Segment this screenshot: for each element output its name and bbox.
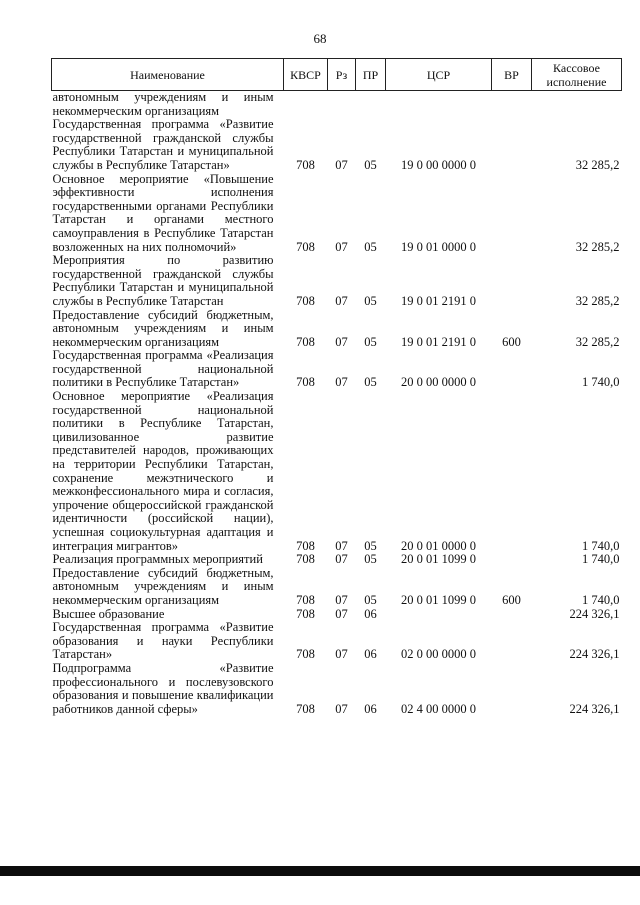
cell-kvsr: 708: [296, 647, 315, 662]
cell-amount: 1 740,0: [582, 375, 620, 390]
cell-name: Предоставление субсидий бюджетным, автономным учреждениям и иным некоммерческим организациям: [52, 565, 274, 607]
cell-amount: 224 326,1: [569, 647, 620, 662]
cell-pr: 06: [364, 606, 377, 621]
header-amount-line1: Кассовое: [553, 60, 600, 75]
table-row: [52, 91, 622, 119]
cell-vr: [492, 349, 532, 390]
table-row: [52, 254, 622, 308]
cell-csr: 19 0 01 2191 0: [401, 293, 476, 308]
cell-pr: 05: [364, 552, 377, 567]
cell-rz: 07: [335, 701, 348, 716]
table-row: [52, 349, 622, 390]
cell-csr: [386, 91, 492, 119]
cell-vr: [492, 173, 532, 255]
cell-pr: 05: [364, 592, 377, 607]
header-vr: ВР: [492, 59, 532, 91]
cell-amount: 32 285,2: [575, 334, 620, 349]
cell-kvsr: 708: [296, 239, 315, 254]
cell-rz: 07: [335, 538, 348, 553]
cell-rz: 07: [335, 375, 348, 390]
cell-csr: 02 4 00 0000 0: [401, 701, 476, 716]
header-csr: ЦСР: [386, 59, 492, 91]
cell-kvsr: [284, 91, 328, 119]
cell-rz: 07: [335, 606, 348, 621]
cell-name: Основное мероприятие «Повышение эффективности исполнения государственными органами Республики Татарстан и органами местного самоуправления в Республике Татарстан возложенных на них полномочий»: [52, 171, 274, 254]
cell-csr: 20 0 01 1099 0: [401, 552, 476, 567]
cell-amount: [532, 91, 622, 119]
budget-table: [51, 58, 622, 716]
header-kvsr: КВСР: [284, 59, 328, 91]
table-row: [52, 608, 622, 622]
cell-vr: [492, 608, 532, 622]
cell-kvsr: 708: [296, 538, 315, 553]
table-row: [52, 173, 622, 255]
cell-amount: 1 740,0: [582, 592, 620, 607]
table-row: [52, 662, 622, 716]
cell-vr: [492, 621, 532, 662]
cell-vr: [492, 91, 532, 119]
cell-csr: 19 0 01 2191 0: [401, 334, 476, 349]
cell-name: автономным учреждениям и иным некоммерческим организациям: [52, 90, 274, 118]
cell-pr: [356, 91, 386, 119]
header-pr: ПР: [356, 59, 386, 91]
cell-kvsr: 708: [296, 592, 315, 607]
cell-rz: 07: [335, 592, 348, 607]
cell-kvsr: 708: [296, 334, 315, 349]
cell-name: Мероприятия по развитию государственной гражданской службы Республики Татарстан и муниципальной службы в Республике Татарстан: [52, 253, 274, 308]
header-rz: Рз: [328, 59, 356, 91]
cell-csr: 20 0 01 1099 0: [401, 592, 476, 607]
cell-csr: [386, 608, 492, 622]
cell-csr: 02 0 00 0000 0: [401, 647, 476, 662]
cell-kvsr: 708: [296, 375, 315, 390]
cell-amount: 32 285,2: [575, 293, 620, 308]
cell-pr: 05: [364, 538, 377, 553]
cell-rz: 07: [335, 157, 348, 172]
table-row: [52, 309, 622, 350]
cell-name: Основное мероприятие «Реализация государственной национальной политики в Республике Татарстан, цивилизованное развитие представителей народов, проживающих на территории Республики Татарстан, сохранение межэтнического и межконфессионального мира и согласия, упрочение общероссийской гражданской идентичности (российской нации), успешная социокультурная адаптация и интеграция мигрантов»: [52, 389, 274, 553]
cell-rz: 07: [335, 647, 348, 662]
cell-pr: 05: [364, 334, 377, 349]
cell-amount: 32 285,2: [575, 157, 620, 172]
table-row: [52, 118, 622, 172]
cell-rz: 07: [335, 239, 348, 254]
header-name: Наименование: [52, 59, 284, 91]
cell-rz: [328, 91, 356, 119]
cell-amount: 224 326,1: [569, 701, 620, 716]
table-header-row: [52, 59, 622, 91]
cell-amount: 1 740,0: [582, 538, 620, 553]
cell-pr: 05: [364, 375, 377, 390]
cell-pr: 06: [364, 701, 377, 716]
cell-vr: [492, 118, 532, 172]
cell-kvsr: 708: [296, 157, 315, 172]
header-amount-line2: исполнение: [546, 74, 607, 89]
cell-kvsr: 708: [296, 606, 315, 621]
table-row: [52, 553, 622, 567]
cell-name: Государственная программа «Развитие государственной гражданской службы Республики Татарстан и муниципальной службы в Республике Татарстан»: [52, 117, 274, 172]
cell-name: Подпрограмма «Развитие профессионального и послевузовского образования и повышение квалификации работников данной сферы»: [52, 660, 274, 716]
cell-kvsr: 708: [296, 293, 315, 308]
table-row: [52, 621, 622, 662]
cell-csr: 20 0 01 0000 0: [401, 538, 476, 553]
cell-vr: 600: [502, 334, 521, 349]
cell-vr: [492, 390, 532, 553]
cell-name: Государственная программа «Развитие образования и науки Республики Татарстан»: [52, 620, 274, 662]
cell-csr: 20 0 00 0000 0: [401, 375, 476, 390]
cell-vr: 600: [502, 592, 521, 607]
cell-pr: 05: [364, 157, 377, 172]
cell-vr: [492, 254, 532, 308]
cell-vr: [492, 662, 532, 716]
cell-rz: 07: [335, 293, 348, 308]
cell-name: Реализация программных мероприятий: [52, 552, 263, 567]
cell-csr: 19 0 01 0000 0: [401, 239, 476, 254]
page-number: 68: [313, 31, 327, 46]
cell-csr: 19 0 00 0000 0: [401, 157, 476, 172]
cell-kvsr: 708: [296, 552, 315, 567]
table-row: [52, 390, 622, 553]
table-body: [52, 91, 622, 717]
cell-amount: 224 326,1: [569, 606, 620, 621]
table-row: [52, 567, 622, 608]
cell-rz: 07: [335, 334, 348, 349]
cell-name: Высшее образование: [52, 606, 165, 621]
cell-amount: 1 740,0: [582, 552, 620, 567]
cell-amount: 32 285,2: [575, 239, 620, 254]
cell-name: Предоставление субсидий бюджетным, автономным учреждениям и иным некоммерческим организациям: [52, 307, 274, 349]
cell-rz: 07: [335, 552, 348, 567]
cell-vr: [492, 553, 532, 567]
cell-pr: 05: [364, 293, 377, 308]
cell-pr: 05: [364, 239, 377, 254]
cell-kvsr: 708: [296, 701, 315, 716]
scan-bottom-edge: [0, 866, 640, 876]
header-amount: [532, 59, 622, 91]
cell-pr: 06: [364, 647, 377, 662]
cell-name: Государственная программа «Реализация государственной национальной политики в Республике Татарстан»: [52, 348, 274, 390]
